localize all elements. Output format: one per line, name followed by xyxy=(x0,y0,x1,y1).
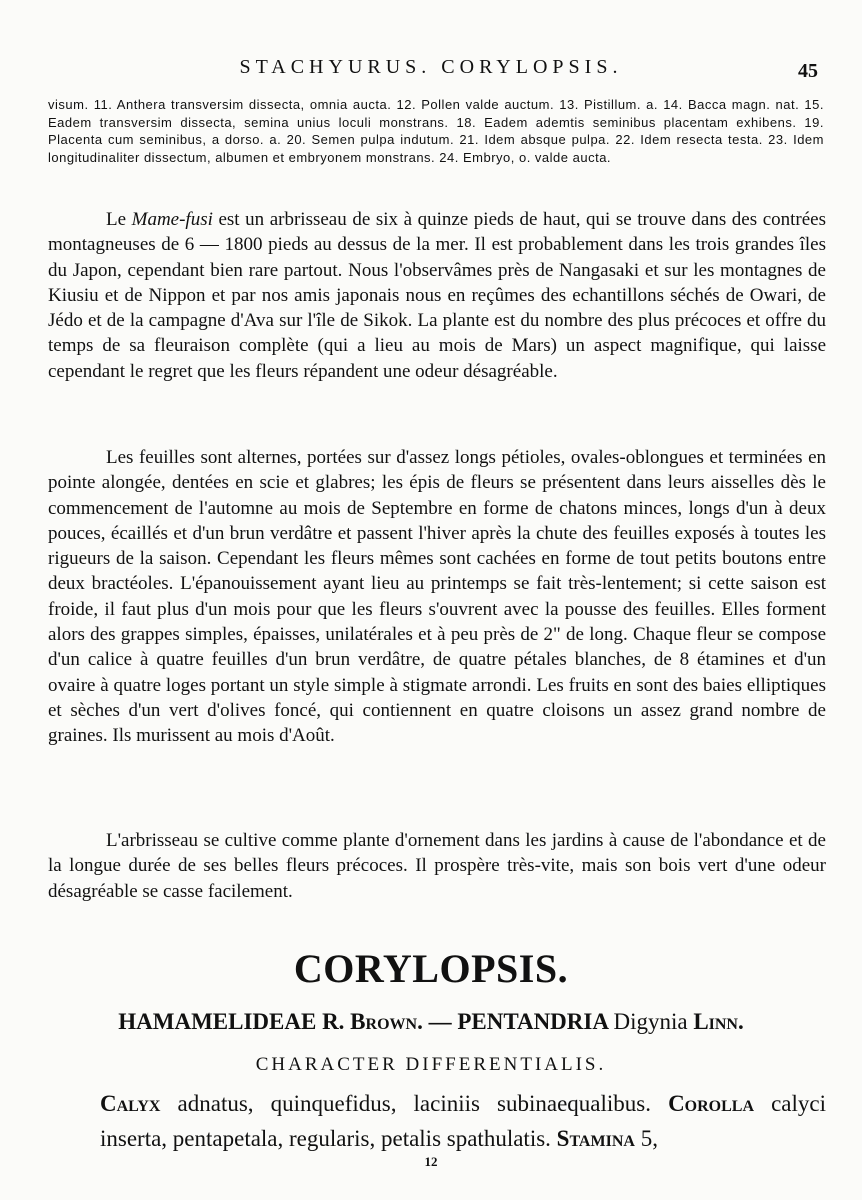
family-name: HAMAMELIDEAE xyxy=(118,1009,317,1034)
order-author: Linn. xyxy=(693,1009,744,1034)
genus-title: CORYLOPSIS. xyxy=(293,946,569,991)
plant-vernacular-name: Mame-fusi xyxy=(131,209,213,230)
family-author: R. Brown. xyxy=(322,1009,423,1034)
paragraph-description xyxy=(48,207,826,384)
corolla-label: Corolla xyxy=(668,1091,755,1116)
paragraph-text: est un arbrisseau de six à quinze pieds de haut, qui se trouve dans des contrées montagneuses de 6 — 1800 pieds au dessus de la mer. Il est probablement dans les trois grandes îles du Japon, cependant bien rare partout. Nous l'observâmes près de Nangasaki et sur les montagnes de Kiusiu et de Nippon et par nos amis japonais nous en reçûmes des echantillons séchés de Owari, de Jédo et de la campagne d'Ava sur l'île de Sikok. La plante est du nombre des plus précoces et offre du temps de sa fleuraison complète (qui a lieu au mois de Mars) un aspect magnifique, qui laisse cependant le regret que les fleurs répandent une odeur désagréable. xyxy=(48,209,826,382)
classification-dash: — xyxy=(428,1009,452,1034)
paragraph-morphology: Les feuilles sont alternes, portées sur d'assez longs pétioles, ovales-oblongues et terminées en pointe alongée, dentées en scie et glabres; les épis de fleurs se présentent dans leurs aisselles dès le commencement de l'automne au mois de Septembre en forme de chatons minces, longs d'un à deux pouces, écaillés et d'un brun verdâtre et passent l'hiver après la chute des feuilles exposés à toutes les rigueurs de la saison. Cependant les fleurs mêmes sont cachées en forme de tout petits boutons entre deux bractéoles. L'épanouissement ayant lieu au printemps se fait très-lentement; si cette saison est froide, il faut plus d'un mois pour que les fleurs s'ouvrent avec la pousse des feuilles. Elles forment alors des grappes simples, épaisses, unilatérales et à peu près de 2" de long. Chaque fleur se compose d'un calice à quatre feuilles d'un brun verdâtre, de quatre pétales blanches, de 8 étamines et d'un ovaire à quatre loges portant un style simple à stigmate arrondi. Les fruits en sont des baies elliptiques et sèches d'un vert d'olives foncé, qui contiennent en quatre cloisons un assez grand nombre de graines. Ils murissent au mois d'Août. xyxy=(48,447,826,747)
calyx-label: Calyx xyxy=(100,1091,161,1116)
figure-legend: visum. 11. Anthera transversim dissecta, omnia aucta. 12. Pollen valde auctum. 13. Pistillum. a. 14. Bacca magn. nat. 15. Eadem transversim dissecta, semina unius loculi monstrans. 18. Eadem ademtis seminibus placentam exhibens. 19. Placenta cum seminibus, a dorso. a. 20. Semen pulpa indutum. 21. Idem absque pulpa. 22. Idem resecta testa. 23. Idem longitudinaliter dissectum, albumen et embryonem monstrans. 24. Embryo, o. valde aucta. xyxy=(48,97,824,165)
classification-line xyxy=(0,1009,862,1035)
linnaean-order: Digynia xyxy=(613,1009,688,1034)
linnaean-class: PENTANDRIA xyxy=(457,1009,608,1034)
corolla-text: calyci inserta, pentapetala, regularis, petalis spathulatis. xyxy=(100,1091,827,1151)
signature-mark: 12 xyxy=(424,1154,438,1169)
stamina-label: Stamina xyxy=(556,1126,635,1151)
diagnosis-text xyxy=(100,1086,826,1156)
paragraph-lead: Le xyxy=(106,209,132,230)
character-heading: CHARACTER DIFFERENTIALIS. xyxy=(255,1054,607,1075)
page-number: 45 xyxy=(798,60,818,82)
running-head: STACHYURUS. CORYLOPSIS. xyxy=(239,56,623,78)
calyx-text: adnatus, quinquefidus, laciniis subinaequalibus. xyxy=(160,1091,669,1116)
paragraph-cultivation: L'arbrisseau se cultive comme plante d'ornement dans les jardins à cause de l'abondance et de la longue durée de ses belles fleurs précoces. Il prospère très-vite, mais son bois vert d'une odeur désagréable se casse facilement. xyxy=(48,830,826,902)
stamina-text: 5, xyxy=(634,1126,658,1151)
